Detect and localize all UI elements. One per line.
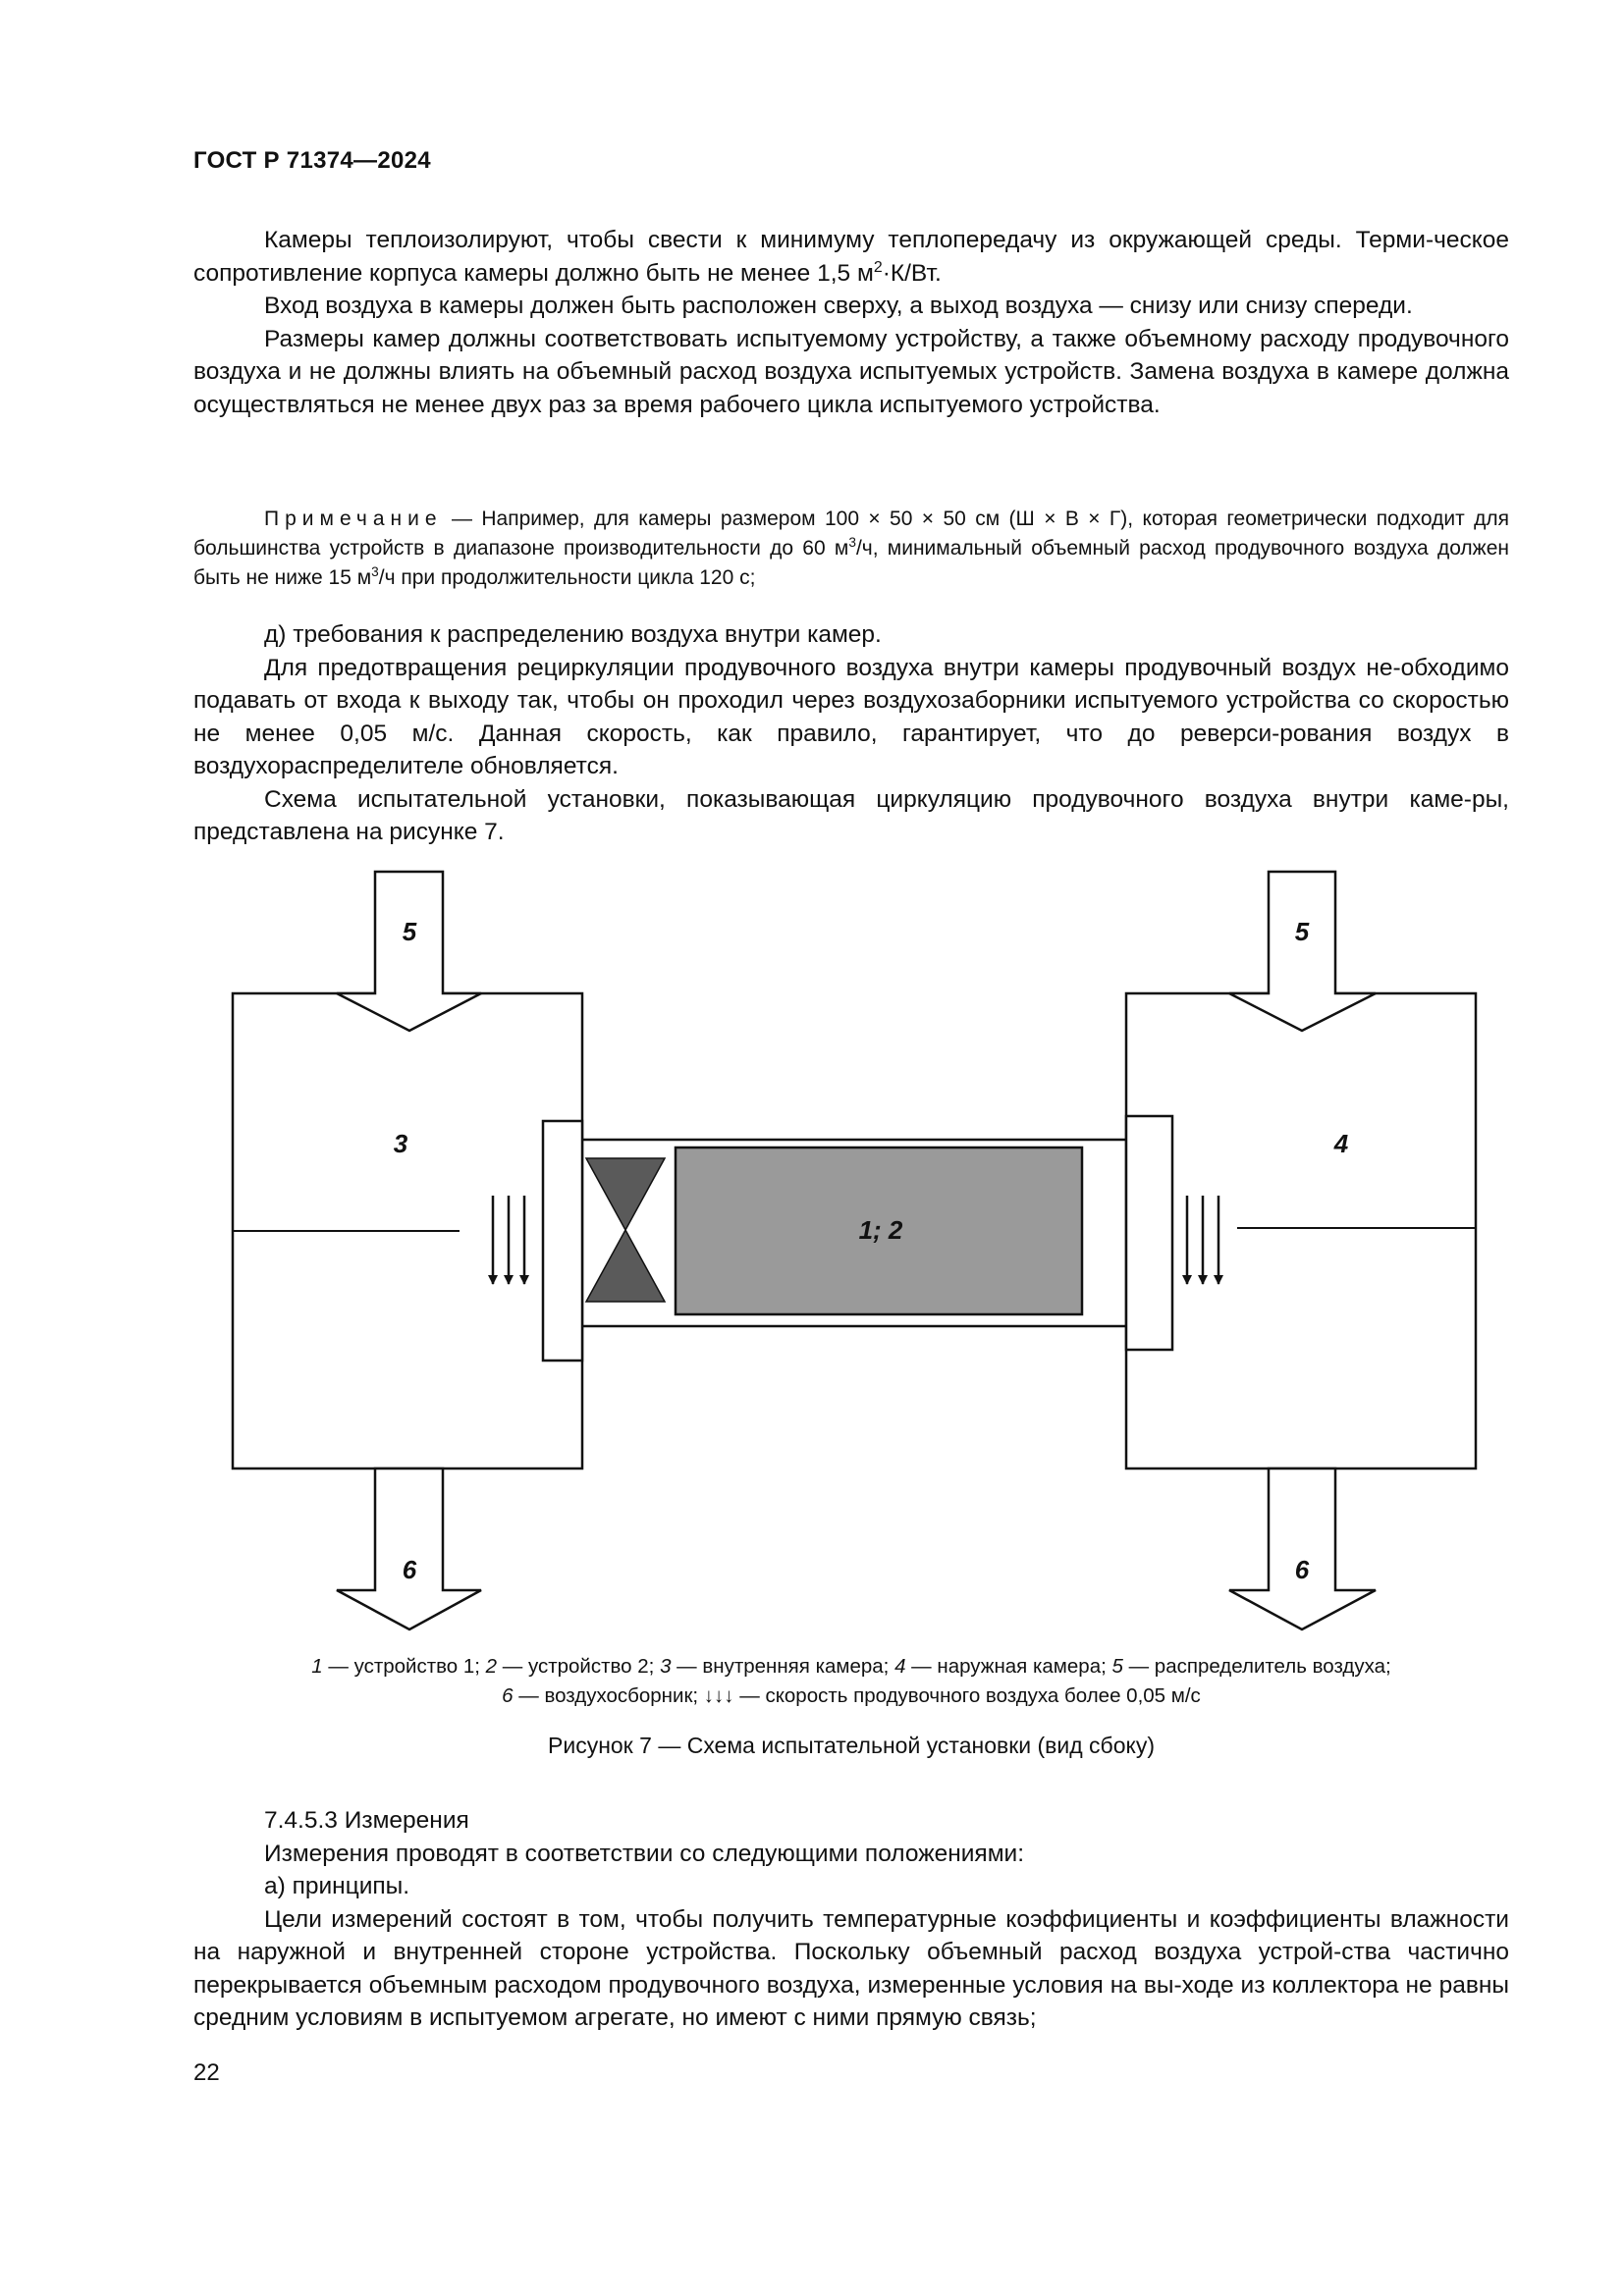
paragraph-thermal-insulation	[193, 224, 1509, 290]
legend-line-2	[193, 1682, 1509, 1711]
outlet-arrow-left	[337, 1468, 481, 1629]
legend-text: — наружная камера;	[905, 1655, 1112, 1678]
outlet-arrow-right	[1229, 1468, 1376, 1629]
legend-number: 4	[894, 1655, 906, 1678]
label-inner-chamber: 3	[393, 1129, 408, 1158]
legend-number: 1	[311, 1655, 323, 1678]
figure-caption: Рисунок 7 — Схема испытательной установки (вид сбоку)	[548, 1733, 1155, 1758]
legend-number: 3	[660, 1655, 672, 1678]
note-text: /ч, минимальный объемный расход продувочного воздуха должен быть не ниже 15 м	[193, 537, 1509, 589]
note-text: — Например, для камеры размером 100 × 50 × 50 см (Ш × В × Г), которая геометрически подходит для большинства устройств в диапазоне производительности до 60 м	[193, 507, 1509, 560]
paragraph-recirculation: Для предотвращения рециркуляции продувочного воздуха внутри камеры продувочный воздух не-обходимо подавать от входа к выходу так, чтобы он проходил через воздухозаборники испытуемого устройства со скоростью не менее 0,05 м/с. Данная скорость, как правило, гарантирует, что до реверси-рования воздух в воздухораспределителе обновляется.	[193, 654, 1509, 779]
legend-number: 2	[485, 1655, 498, 1678]
legend-text: — воздухосборник; ↓↓↓ — скорость продувочного воздуха более 0,05 м/с	[513, 1684, 1201, 1707]
legend-text: — устройство 2;	[497, 1655, 661, 1678]
intro-section	[193, 224, 1509, 421]
legend-text: — распределитель воздуха;	[1122, 1655, 1391, 1678]
superscript: 3	[848, 535, 856, 550]
legend-text: — устройство 1;	[322, 1655, 486, 1678]
document-header: ГОСТ Р 71374—2024	[193, 147, 431, 174]
label-devices: 1; 2	[858, 1215, 903, 1245]
measurements-section	[193, 1804, 1509, 2035]
label-outer-chamber: 4	[1333, 1129, 1349, 1158]
right-flange	[1126, 1116, 1172, 1350]
paragraph-text: ·К/Вт.	[882, 259, 942, 287]
section-d	[193, 618, 1509, 849]
label-inlet-right: 5	[1294, 917, 1310, 946]
test-setup-diagram	[0, 854, 1624, 1639]
superscript: 2	[873, 258, 883, 276]
paragraph-text: Камеры теплоизолируют, чтобы свести к минимуму теплопередачу из окружающей среды. Терми-ческое сопротивление корпуса камеры должно быть не менее 1,5 м	[193, 227, 1509, 287]
paragraph-measurement-rules: Измерения проводят в соответствии со следующими положениями:	[264, 1840, 1025, 1867]
label-outlet-right: 6	[1294, 1555, 1310, 1584]
paragraph-figure-ref: Схема испытательной установки, показывающая циркуляцию продувочного воздуха внутри каме-ры, представлена на рисунке 7.	[193, 785, 1509, 845]
legend-text: — внутренняя камера;	[671, 1655, 895, 1678]
legend-line-1	[193, 1652, 1509, 1682]
note-label: Примечание	[264, 507, 443, 530]
legend-number: 6	[502, 1684, 514, 1707]
outer-chamber-box	[1126, 993, 1476, 1468]
note-block	[193, 505, 1509, 593]
note-text: /ч при продолжительности цикла 120 с;	[378, 566, 756, 589]
paragraph-air-inlet: Вход воздуха в камеры должен быть расположен сверху, а выход воздуха — снизу или снизу спереди.	[264, 293, 1413, 319]
figure-legend	[193, 1652, 1509, 1711]
left-flange	[543, 1121, 582, 1361]
label-inlet-left: 5	[402, 917, 417, 946]
page-number: 22	[193, 2059, 220, 2086]
paragraph-chamber-size: Размеры камер должны соответствовать испытуемому устройству, а также объемному расходу продувочного воздуха и не должны влиять на объемный расход воздуха испытуемых устройств. Замена воздуха в камере должна осуществляться не менее двух раз за время рабочего цикла испытуемого устройства.	[193, 325, 1509, 418]
superscript: 3	[371, 564, 379, 579]
label-outlet-left: 6	[402, 1555, 417, 1584]
paragraph-measurement-goals: Цели измерений состоят в том, чтобы получить температурные коэффициенты и коэффициенты влажности на наружной и внутренней стороне устройства. Поскольку объемный расход воздуха устрой-ства частично перекрывается объемным расходом продувочного воздуха, измеренные условия на вы-ходе из коллектора не равны средним условиям в испытуемом агрегате, но имеют с ними прямую связь;	[193, 1905, 1509, 2031]
legend-number: 5	[1111, 1655, 1123, 1678]
paragraph-item-d: д) требования к распределению воздуха внутри камер.	[264, 621, 882, 648]
paragraph-item-a: а) принципы.	[264, 1873, 410, 1899]
section-title: 7.4.5.3 Измерения	[264, 1807, 469, 1834]
